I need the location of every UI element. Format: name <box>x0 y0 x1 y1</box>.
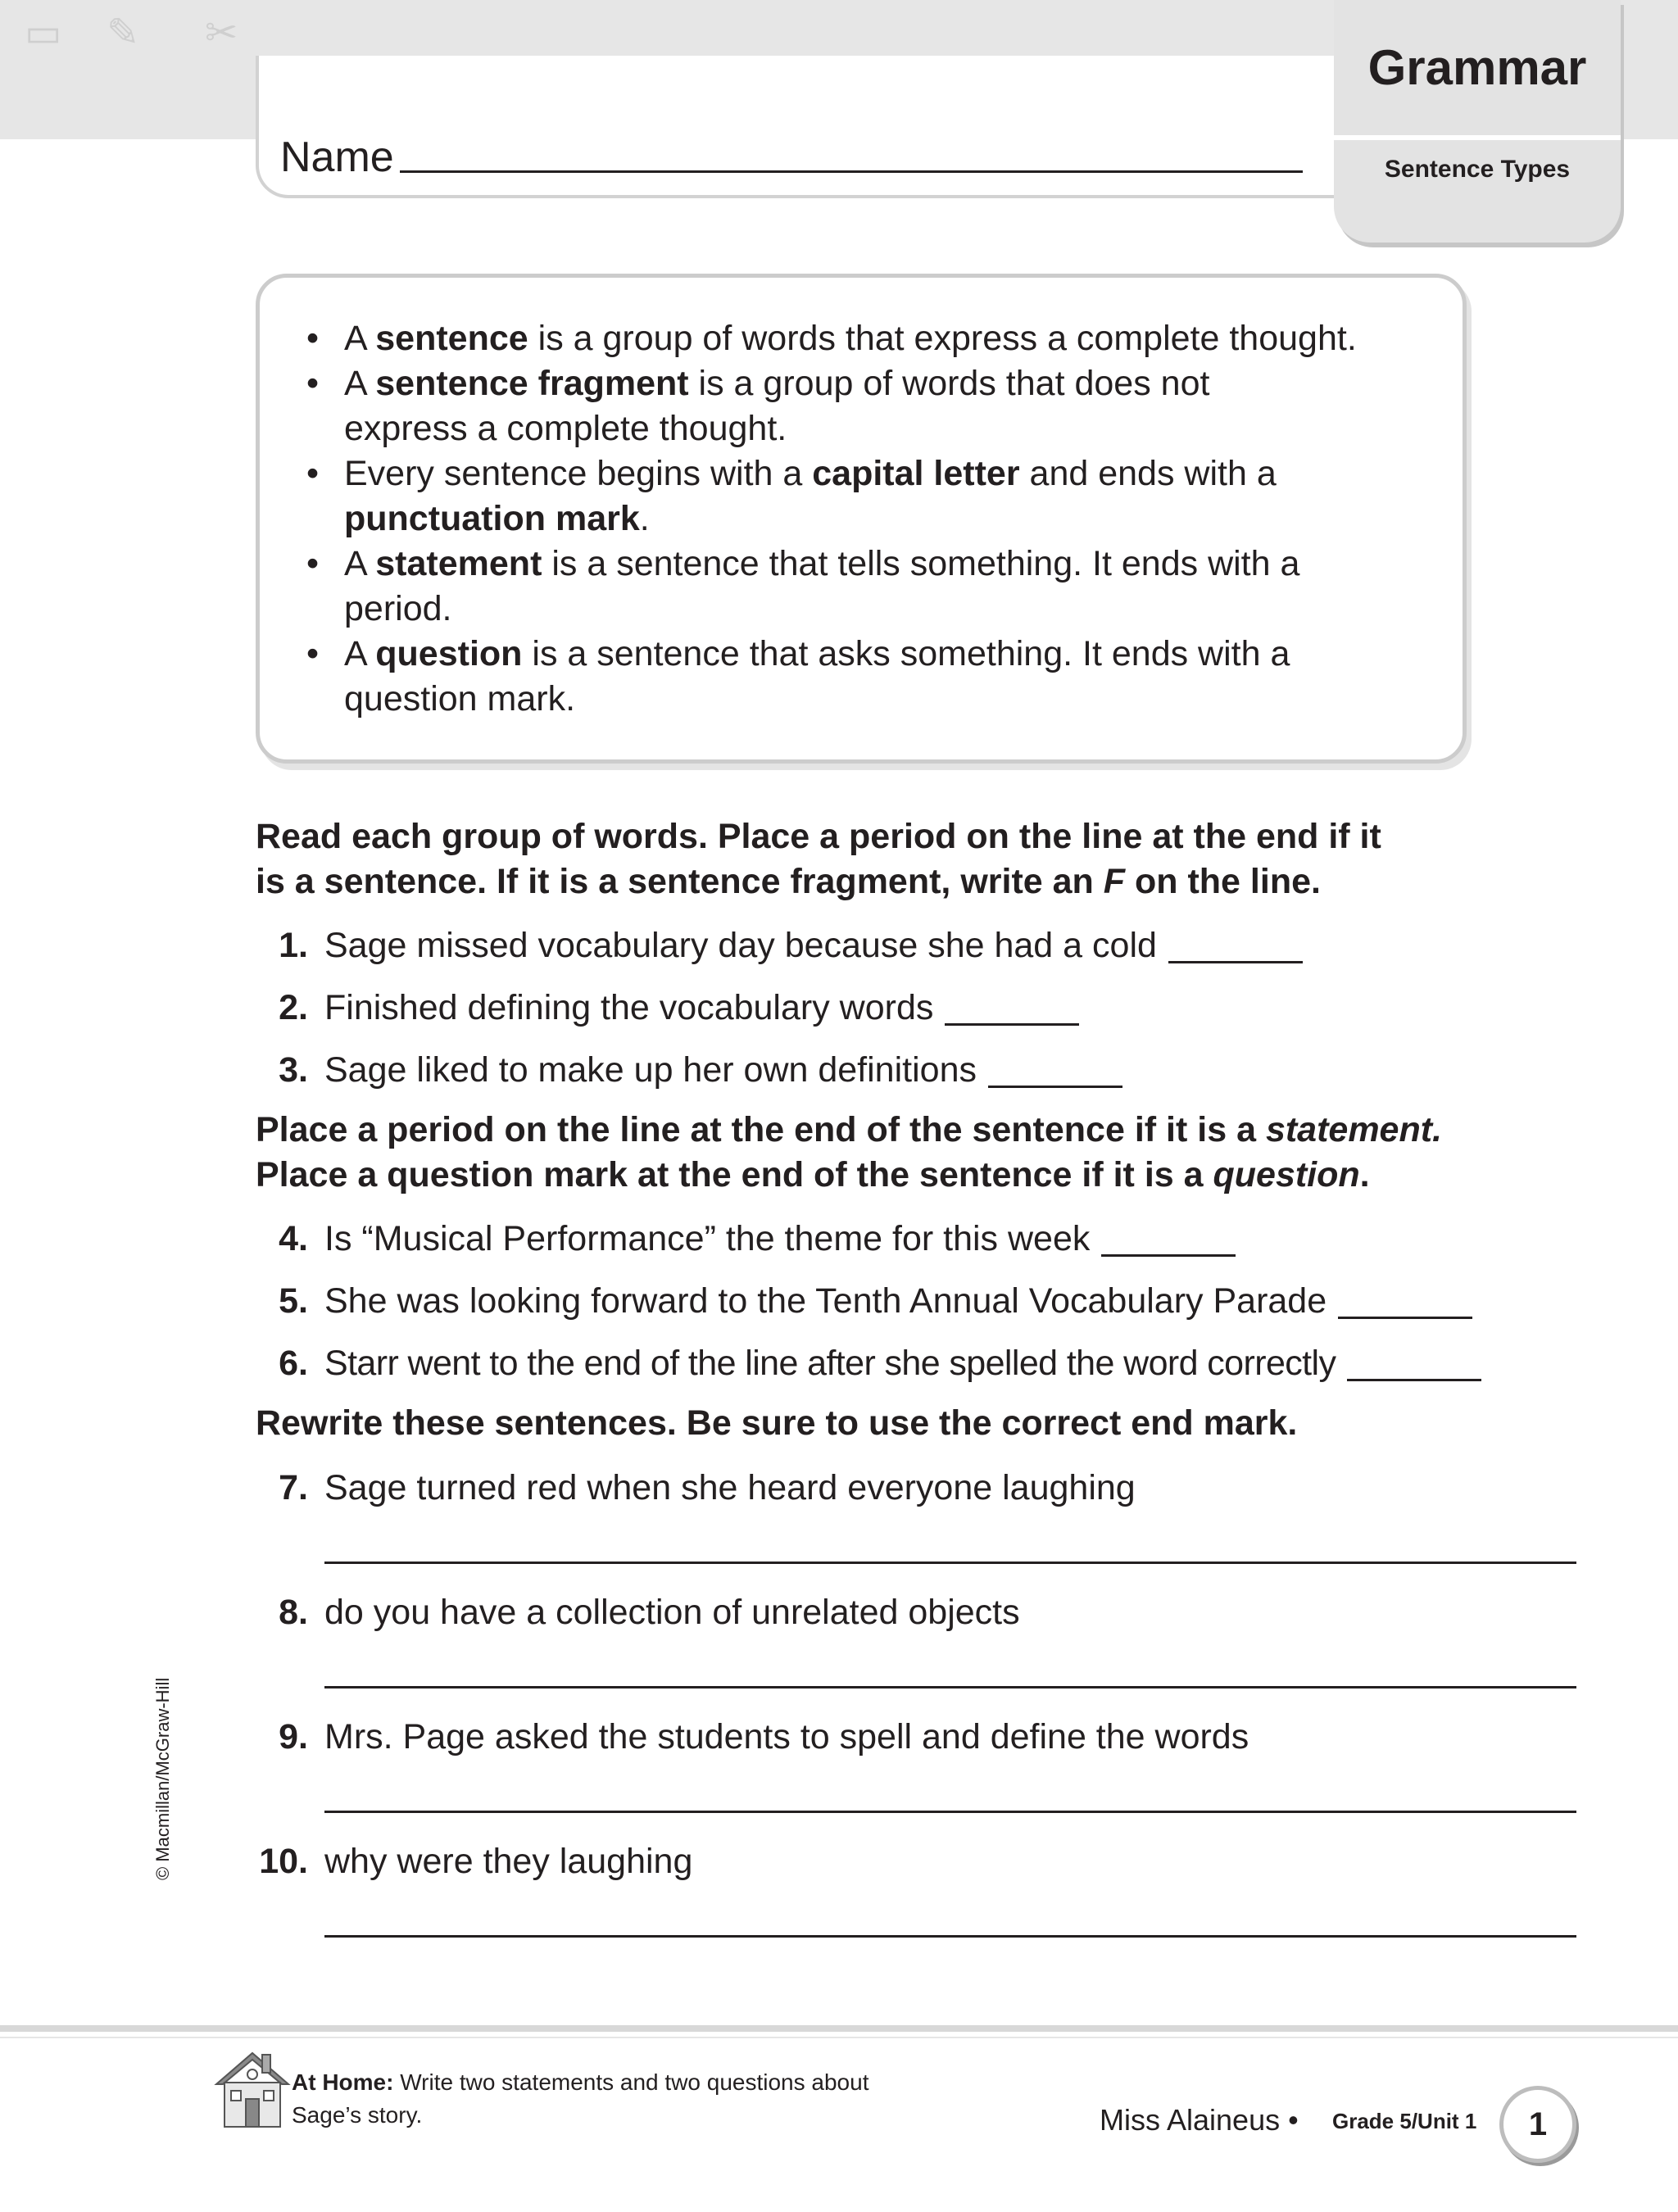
instruction-2: Place a period on the line at the end of the sentence if it is a statement. Place a question mark at the end of the sentence if it is a question. <box>256 1110 1443 1194</box>
exercise-item: 4. Is “Musical Performance” the theme for this week <box>256 1214 1236 1263</box>
rule-sentence: • A sentence is a group of words that express a complete thought. <box>306 316 1445 361</box>
answer-blank[interactable] <box>945 1022 1079 1026</box>
exercise-item: 5. She was looking forward to the Tenth Annual Vocabulary Parade <box>256 1276 1472 1326</box>
copyright-notice: © Macmillan/McGraw-Hill <box>152 1677 173 1880</box>
house-icon <box>211 2047 293 2132</box>
rewrite-line[interactable] <box>324 1935 1576 1938</box>
notebook-doodle-icon: ▭ <box>25 11 62 55</box>
at-home-note: At Home: Write two statements and two questions about Sage’s story. <box>292 2069 869 2128</box>
rules-list <box>306 316 1445 722</box>
exercise-item: 7. Sage turned red when she heard everyone laughing <box>279 1468 1136 1507</box>
answer-blank[interactable] <box>1168 960 1303 963</box>
bullet-icon: • <box>1288 2103 1299 2137</box>
rule-statement: • A statement is a sentence that tells something. It ends with a period. <box>306 542 1445 632</box>
name-field[interactable] <box>400 170 1303 173</box>
answer-blank[interactable] <box>1338 1316 1472 1319</box>
bullet-icon: • <box>306 454 320 493</box>
exercise-item: 9. Mrs. Page asked the students to spell and define the words <box>279 1717 1249 1756</box>
answer-blank[interactable] <box>1101 1253 1236 1257</box>
rewrite-line[interactable] <box>324 1811 1576 1813</box>
grammar-tab <box>1334 0 1621 243</box>
story-title: Miss Alaineus • <box>1100 2103 1299 2137</box>
page-number: 1 <box>1499 2086 1576 2163</box>
name-box <box>256 56 1349 198</box>
scissors-doodle-icon: ✂ <box>205 11 238 55</box>
grade-unit: Grade 5/Unit 1 <box>1332 2109 1477 2133</box>
rule-fragment: • A sentence fragment is a group of words that does not express a complete thought. <box>306 361 1445 451</box>
answer-blank[interactable] <box>988 1085 1122 1088</box>
footer-divider-thin <box>0 2037 1678 2038</box>
rule-capital: • Every sentence begins with a capital letter and ends with a punctuation mark. <box>306 451 1445 542</box>
exercise-item: 1. Sage missed vocabulary day because she had a cold <box>256 921 1303 970</box>
exercise-item: 2. Finished defining the vocabulary words <box>256 983 1079 1032</box>
bullet-icon: • <box>306 364 320 403</box>
bullet-icon: • <box>306 634 320 673</box>
name-label: Name <box>280 134 394 181</box>
exercise-item: 6. Starr went to the end of the line after she spelled the word correctly <box>256 1339 1481 1388</box>
rewrite-line[interactable] <box>324 1562 1576 1564</box>
bullet-icon: • <box>306 544 320 583</box>
exercise-item: 10. why were they laughing <box>259 1842 693 1881</box>
exercise-item: 3. Sage liked to make up her own definitions <box>256 1045 1122 1095</box>
pencil-doodle-icon: ✎ <box>107 11 140 55</box>
exercise-item: 8. do you have a collection of unrelated objects <box>279 1593 1020 1632</box>
instruction-1: Read each group of words. Place a period on the line at the end if it is a sentence. If it is a sentence fragment, write an F on the line. <box>256 817 1381 901</box>
instruction-3: Rewrite these sentences. Be sure to use the correct end mark. <box>256 1403 1298 1443</box>
answer-blank[interactable] <box>1347 1378 1481 1381</box>
rule-question: • A question is a sentence that asks something. It ends with a question mark. <box>306 632 1445 722</box>
tab-divider <box>1334 135 1621 140</box>
tab-title: Grammar <box>1367 40 1587 95</box>
rewrite-line[interactable] <box>324 1686 1576 1688</box>
footer-divider <box>0 2025 1678 2032</box>
tab-subtitle: Sentence Types <box>1384 156 1571 183</box>
bullet-icon: • <box>306 319 320 358</box>
